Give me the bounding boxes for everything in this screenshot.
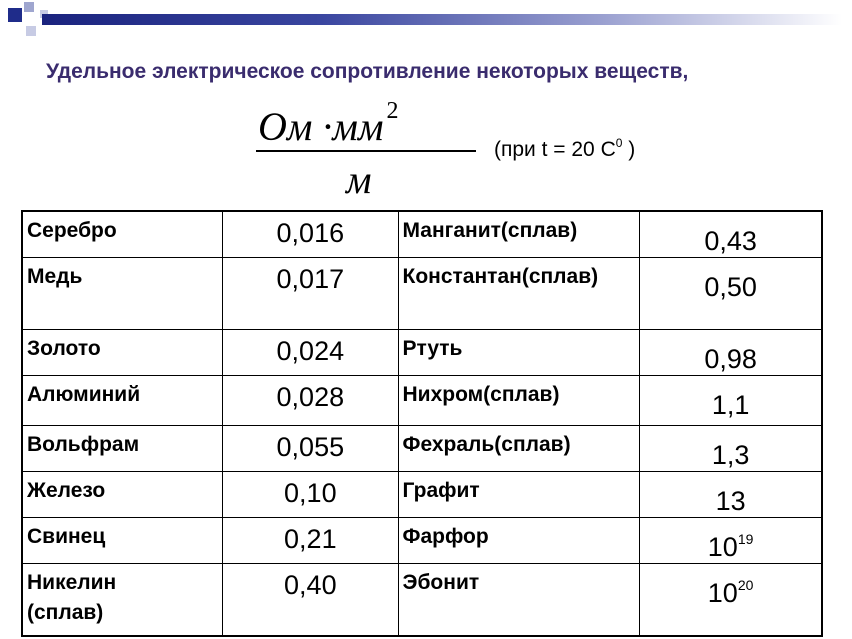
table-row — [22, 518, 822, 564]
substance-name: Серебро — [22, 211, 223, 258]
formula-numerator — [258, 98, 398, 150]
value-base: 0,50 — [704, 272, 757, 302]
decor-square — [26, 26, 36, 36]
formula-denominator: м — [346, 157, 372, 202]
substance-name: Ртуть — [398, 330, 640, 376]
value-base: 10 — [707, 578, 738, 608]
temperature-condition — [494, 136, 635, 162]
decor-square — [24, 2, 34, 12]
substance-name: Алюминий — [22, 376, 223, 426]
fraction-line — [256, 150, 476, 152]
substance-name: Золото — [22, 330, 223, 376]
unit-ohm: Ом — [258, 104, 313, 149]
resistivity-value — [640, 518, 822, 564]
value-base: 0,43 — [704, 226, 757, 256]
table-row — [22, 426, 822, 472]
substance-name: Графит — [398, 472, 640, 518]
condition-exponent: 0 — [615, 136, 623, 150]
table-row — [22, 211, 822, 258]
substance-name: Никелин (сплав) — [22, 564, 223, 636]
resistivity-value: 0,40 — [223, 564, 398, 636]
resistivity-value — [640, 258, 822, 330]
resistivity-value: 0,10 — [223, 472, 398, 518]
resistivity-value — [640, 564, 822, 636]
value-exponent: 19 — [737, 531, 754, 547]
unit-dot: · — [322, 104, 333, 149]
value-base: 13 — [715, 486, 746, 516]
substance-name: Фехраль(сплав) — [398, 426, 640, 472]
resistivity-value — [640, 472, 822, 518]
substance-name: Свинец — [22, 518, 223, 564]
header-gradient-bar — [42, 14, 842, 25]
substance-name: Фарфор — [398, 518, 640, 564]
table-row — [22, 330, 822, 376]
resistivity-value: 0,017 — [223, 258, 398, 330]
table-row — [22, 258, 822, 330]
unit-exponent: 2 — [386, 98, 399, 124]
resistivity-table — [21, 210, 823, 637]
substance-name: Нихром(сплав) — [398, 376, 640, 426]
substance-name: Вольфрам — [22, 426, 223, 472]
condition-text: (при t = 20 C — [494, 138, 616, 161]
substance-name: Медь — [22, 258, 223, 330]
value-base: 1,1 — [711, 390, 750, 420]
unit-mm: мм — [332, 104, 384, 149]
value-base: 10 — [707, 532, 738, 562]
resistivity-value: 0,028 — [223, 376, 398, 426]
resistivity-value — [640, 211, 822, 258]
value-base: 0,98 — [704, 344, 757, 374]
resistivity-value — [640, 376, 822, 426]
table-row — [22, 472, 822, 518]
resistivity-value — [640, 426, 822, 472]
page-title: Удельное электрическое сопротивление некоторых веществ, — [46, 60, 689, 83]
condition-suffix: ) — [622, 138, 636, 161]
table-row — [22, 376, 822, 426]
substance-name: Манганит(сплав) — [398, 211, 640, 258]
unit-formula — [250, 98, 690, 206]
table-row — [22, 564, 822, 636]
substance-name: Железо — [22, 472, 223, 518]
substance-name: Эбонит — [398, 564, 640, 636]
resistivity-value: 0,055 — [223, 426, 398, 472]
value-exponent: 20 — [737, 577, 754, 593]
resistivity-value — [640, 330, 822, 376]
resistivity-value: 0,024 — [223, 330, 398, 376]
resistivity-value: 0,016 — [223, 211, 398, 258]
resistivity-value: 0,21 — [223, 518, 398, 564]
substance-name: Константан(сплав) — [398, 258, 640, 330]
value-base: 1,3 — [711, 440, 750, 470]
decor-square — [8, 8, 22, 22]
